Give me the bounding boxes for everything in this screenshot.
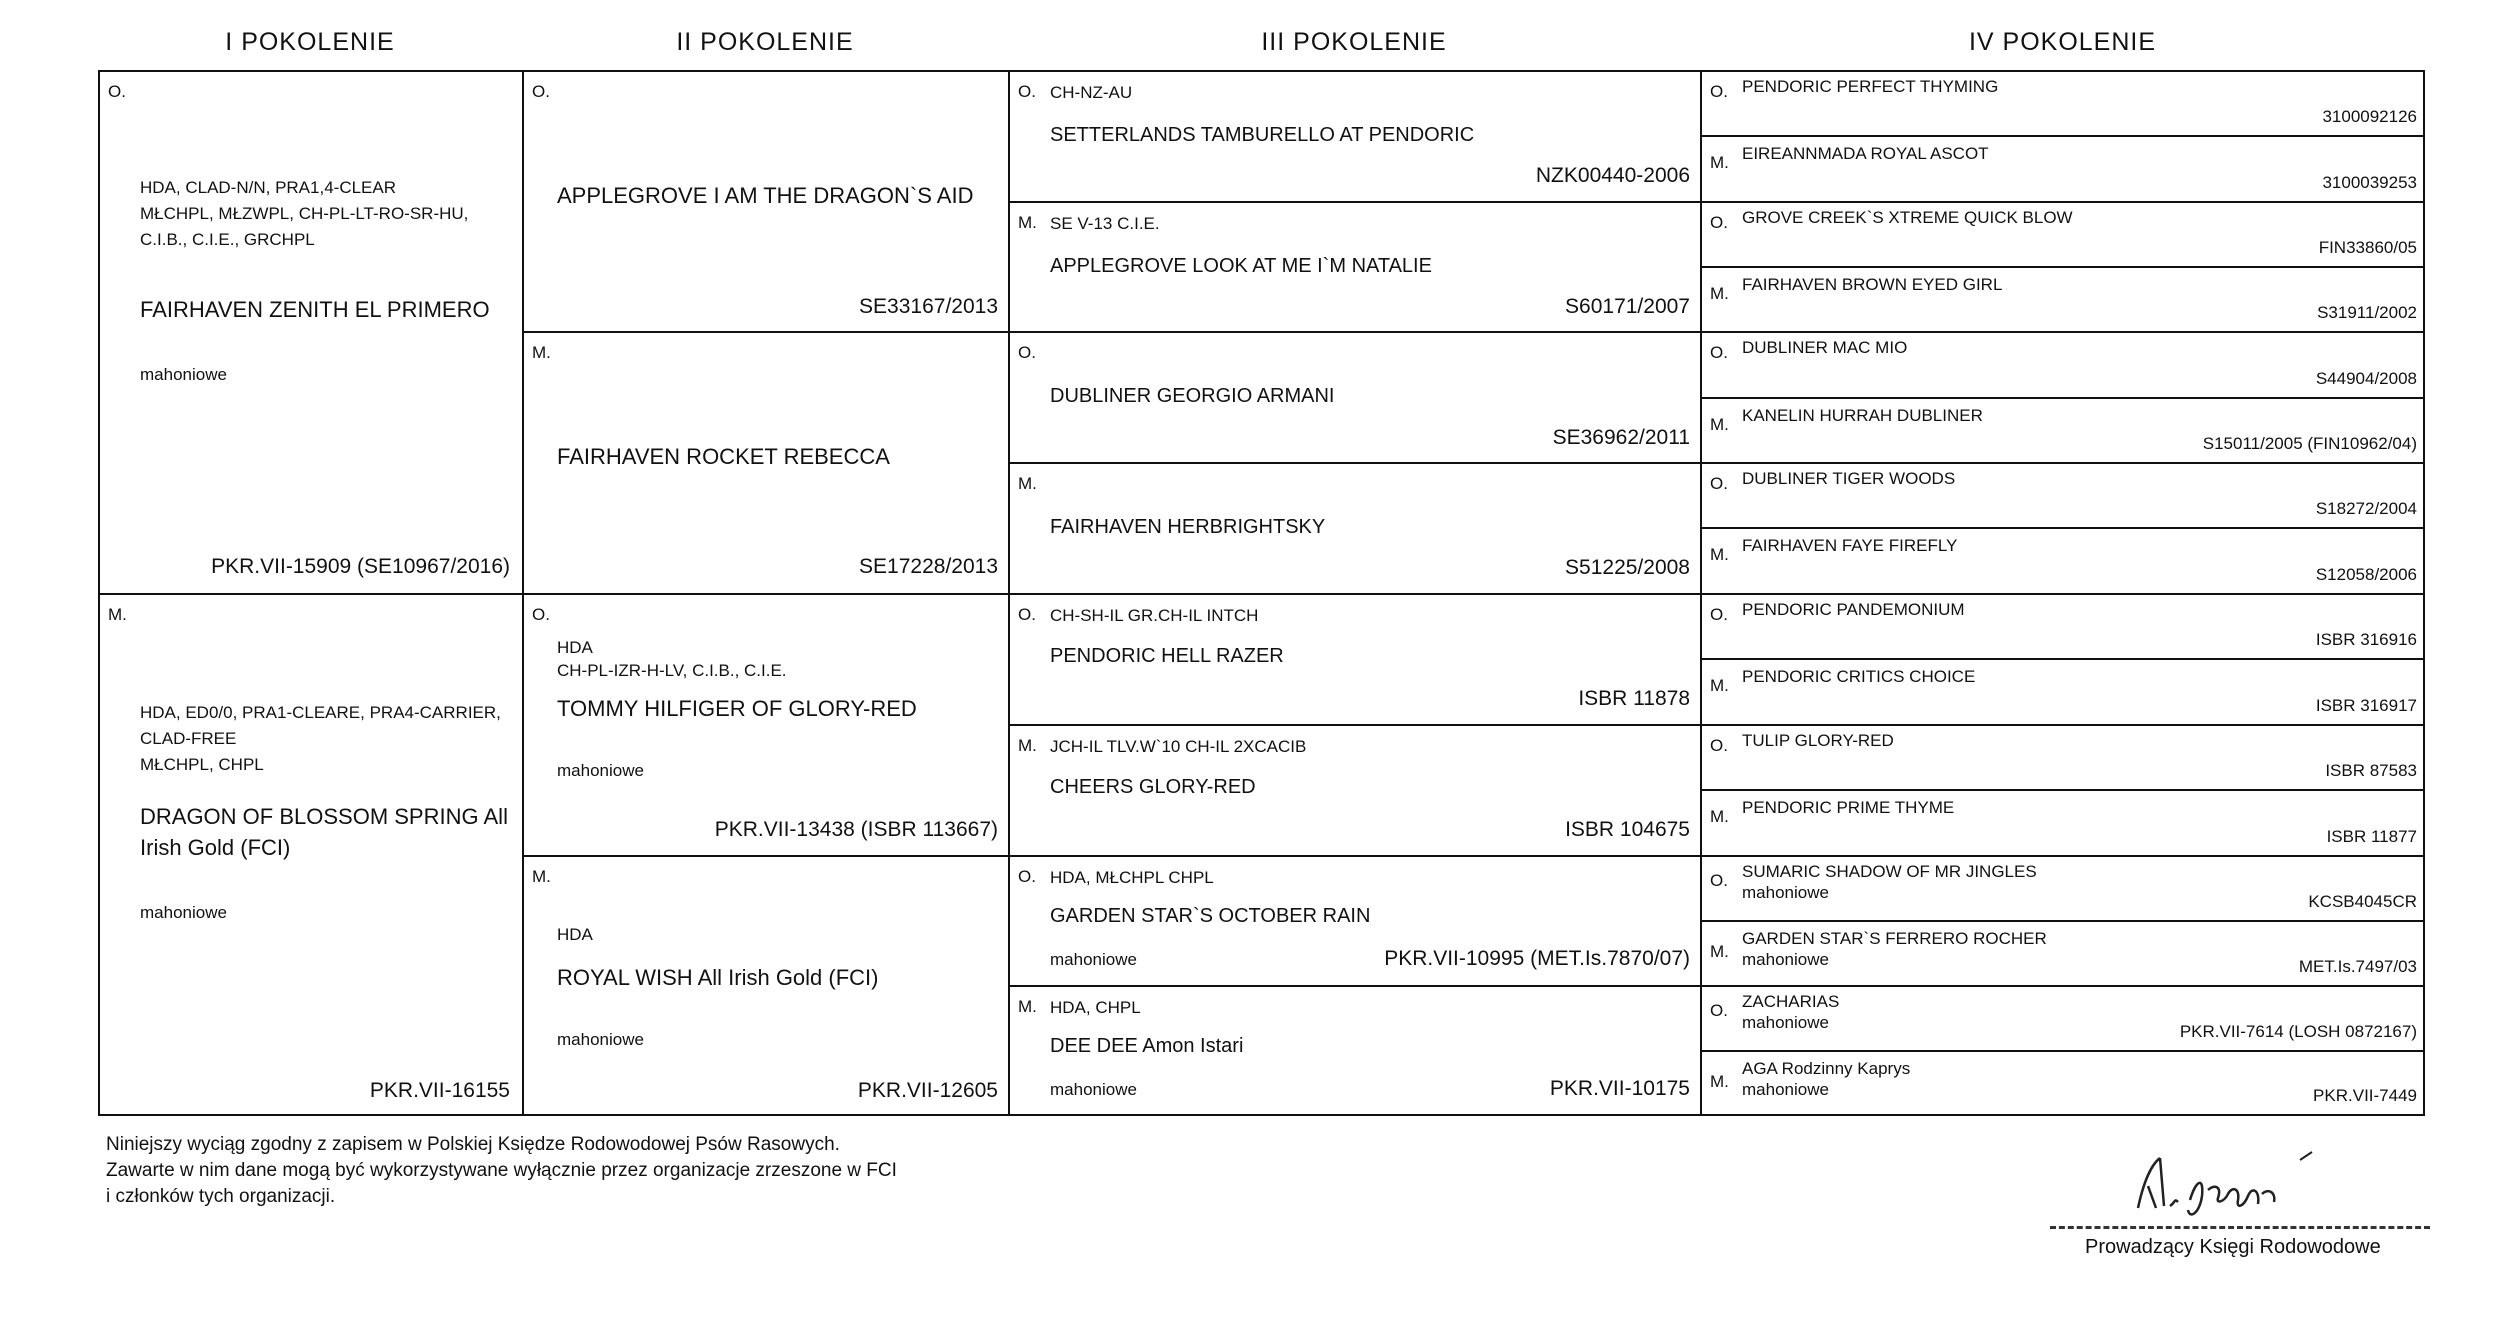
dog-name: DEE DEE Amon Istari xyxy=(1050,1035,1244,1057)
registration-number: 3100092126 xyxy=(2322,107,2417,126)
role-label: M. xyxy=(1018,474,1037,493)
coat-color: mahoniowe xyxy=(557,761,644,780)
coat-color: mahoniowe xyxy=(140,903,227,922)
dog-name: PENDORIC PERFECT THYMING xyxy=(1742,77,1999,96)
gen4-cell xyxy=(1702,268,2425,333)
dog-name: ZACHARIAS xyxy=(1742,992,1840,1011)
titles-line: C.I.B., C.I.E., GRCHPL xyxy=(140,230,315,249)
role-label: M. xyxy=(1710,415,1729,434)
gen3-cell xyxy=(1010,333,1702,464)
titles-line: CH-NZ-AU xyxy=(1050,83,1133,102)
pedigree-table xyxy=(98,70,2425,1116)
role-label: M. xyxy=(108,605,127,624)
dog-name: DUBLINER GEORGIO ARMANI xyxy=(1050,385,1335,407)
registration-number: SE17228/2013 xyxy=(859,555,998,578)
titles-line: CLAD-FREE xyxy=(140,729,237,748)
registration-number: ISBR 87583 xyxy=(2325,761,2417,780)
dog-name: PENDORIC CRITICS CHOICE xyxy=(1742,667,1976,686)
role-label: O. xyxy=(532,82,550,101)
role-label: O. xyxy=(1710,213,1728,232)
registration-number: PKR.VII-10175 xyxy=(1549,1077,1690,1100)
coat-color: mahoniowe xyxy=(1050,950,1137,969)
signature-label: Prowadzący Księgi Rodowodowe xyxy=(2085,1236,2381,1258)
coat-color: mahoniowe xyxy=(140,365,227,384)
signature-line xyxy=(2050,1226,2430,1229)
gen2-cell xyxy=(524,595,1010,857)
registration-number: FIN33860/05 xyxy=(2318,238,2417,257)
registration-number: PKR.VII-7614 (LOSH 0872167) xyxy=(2179,1022,2417,1041)
dog-name: DUBLINER MAC MIO xyxy=(1742,338,1908,357)
registration-number: S12058/2006 xyxy=(2315,565,2417,584)
dog-name: PENDORIC PANDEMONIUM xyxy=(1742,600,1965,619)
dog-name: CHEERS GLORY-RED xyxy=(1050,776,1256,798)
coat-color: mahoniowe xyxy=(557,1030,644,1049)
gen4-cell xyxy=(1702,791,2425,857)
titles-line: SE V-13 C.I.E. xyxy=(1050,214,1160,233)
registration-number: S44904/2008 xyxy=(2315,369,2417,388)
footer-note xyxy=(106,1132,897,1210)
titles-line: JCH-IL TLV.W`10 CH-IL 2XCACIB xyxy=(1050,737,1307,756)
header-gen1: I POKOLENIE xyxy=(225,28,395,56)
titles-line: HDA, ED0/0, PRA1-CLEARE, PRA4-CARRIER, xyxy=(140,703,501,722)
titles-line: MŁCHPL, CHPL xyxy=(140,755,264,774)
gen3-cell xyxy=(1010,464,1702,595)
dog-name: TOMMY HILFIGER OF GLORY-RED xyxy=(557,696,917,721)
role-label: M. xyxy=(1710,1072,1729,1091)
registration-number: ISBR 104675 xyxy=(1565,818,1690,841)
coat-color: mahoniowe xyxy=(1050,1080,1137,1099)
dog-name: PENDORIC HELL RAZER xyxy=(1050,645,1284,667)
role-label: O. xyxy=(1710,605,1728,624)
titles-line: HDA xyxy=(557,925,593,944)
gen3-cell xyxy=(1010,857,1702,987)
gen4-cell xyxy=(1702,1052,2425,1116)
dog-name: PENDORIC PRIME THYME xyxy=(1742,798,1955,817)
dog-name: FAIRHAVEN FAYE FIREFLY xyxy=(1742,536,1958,555)
role-label: O. xyxy=(1018,867,1036,886)
footer-note-line: Niniejszy wyciąg zgodny z zapisem w Polskiej Księdze Rodowodowej Psów Rasowych. xyxy=(106,1134,840,1155)
dog-name: GARDEN STAR`S FERRERO ROCHER xyxy=(1742,929,2047,948)
role-label: M. xyxy=(1710,942,1729,961)
role-label: O. xyxy=(1018,82,1036,101)
role-label: O. xyxy=(1710,736,1728,755)
registration-number: S15011/2005 (FIN10962/04) xyxy=(2202,434,2417,453)
role-label: M. xyxy=(1018,213,1037,232)
gen4-cell xyxy=(1702,137,2425,203)
gen4-cell xyxy=(1702,72,2425,137)
titles-line: HDA, CLAD-N/N, PRA1,4-CLEAR xyxy=(140,178,397,197)
registration-number: S31911/2002 xyxy=(2317,303,2417,322)
gen2-cell xyxy=(524,857,1010,1116)
registration-number: PKR.VII-16155 xyxy=(369,1079,510,1102)
gen4-cell xyxy=(1702,399,2425,464)
dog-name: ROYAL WISH All Irish Gold (FCI) xyxy=(557,965,879,990)
dog-name: TULIP GLORY-RED xyxy=(1742,731,1894,750)
registration-number: S60171/2007 xyxy=(1565,295,1690,318)
dog-name: APPLEGROVE I AM THE DRAGON`S AID xyxy=(557,183,974,208)
gen3-cell xyxy=(1010,595,1702,726)
gen1-father-cell xyxy=(100,72,524,595)
registration-number: S51225/2008 xyxy=(1565,556,1690,579)
gen4-cell xyxy=(1702,987,2425,1052)
dog-name: AGA Rodzinny Kaprys xyxy=(1742,1059,1911,1078)
registration-number: KCSB4045CR xyxy=(2308,892,2417,911)
header-gen2: II POKOLENIE xyxy=(676,28,854,56)
coat-color: mahoniowe xyxy=(1742,883,1829,902)
role-label: O. xyxy=(1710,474,1728,493)
role-label: M. xyxy=(532,867,551,886)
role-label: O. xyxy=(1710,343,1728,362)
role-label: O. xyxy=(1710,1001,1728,1020)
gen1-mother-cell xyxy=(100,595,524,1116)
role-label: O. xyxy=(108,82,126,101)
registration-number: ISBR 316916 xyxy=(2315,630,2417,649)
gen3-cell xyxy=(1010,726,1702,857)
gen2-cell xyxy=(524,333,1010,595)
gen4-cell xyxy=(1702,529,2425,595)
dog-name: DUBLINER TIGER WOODS xyxy=(1742,469,1956,488)
registration-number: MET.Is.7497/03 xyxy=(2298,957,2417,976)
role-label: O. xyxy=(532,605,550,624)
gen4-cell xyxy=(1702,660,2425,726)
titles-line: CH-SH-IL GR.CH-IL INTCH xyxy=(1050,606,1259,625)
dog-name: KANELIN HURRAH DUBLINER xyxy=(1742,406,1983,425)
gen4-cell xyxy=(1702,464,2425,529)
gen4-cell xyxy=(1702,726,2425,791)
role-label: O. xyxy=(1018,605,1036,624)
registration-number: PKR.VII-12605 xyxy=(857,1079,998,1102)
gen4-cell xyxy=(1702,857,2425,922)
registration-number: SE36962/2011 xyxy=(1552,426,1690,449)
gen4-cell xyxy=(1702,595,2425,660)
dog-name: SETTERLANDS TAMBURELLO AT PENDORIC xyxy=(1050,124,1475,146)
registration-number: ISBR 11878 xyxy=(1578,687,1690,710)
titles-line: HDA, CHPL xyxy=(1050,998,1141,1017)
gen4-cell xyxy=(1702,922,2425,987)
registration-number: PKR.VII-13438 (ISBR 113667) xyxy=(714,818,998,841)
dog-name: DRAGON OF BLOSSOM SPRING All xyxy=(140,804,508,829)
registration-number: S18272/2004 xyxy=(2315,499,2417,518)
dog-name: GROVE CREEK`S XTREME QUICK BLOW xyxy=(1742,208,2073,227)
role-label: M. xyxy=(1710,807,1729,826)
dog-name: FAIRHAVEN HERBRIGHTSKY xyxy=(1050,516,1326,538)
gen2-cell xyxy=(524,72,1010,333)
footer-note-line: i członków tych organizacji. xyxy=(106,1186,336,1207)
role-label: M. xyxy=(532,343,551,362)
registration-number: PKR.VII-7449 xyxy=(2313,1086,2417,1105)
registration-number: 3100039253 xyxy=(2322,173,2417,192)
dog-name: FAIRHAVEN ROCKET REBECCA xyxy=(557,444,890,469)
role-label: M. xyxy=(1710,676,1729,695)
registration-number: PKR.VII-10995 (MET.Is.7870/07) xyxy=(1384,947,1690,970)
role-label: O. xyxy=(1018,343,1036,362)
role-label: O. xyxy=(1710,82,1728,101)
coat-color: mahoniowe xyxy=(1742,950,1829,969)
header-gen4: IV POKOLENIE xyxy=(1968,28,2157,56)
titles-line: HDA, MŁCHPL CHPL xyxy=(1050,868,1214,887)
gen4-cell xyxy=(1702,203,2425,268)
dog-name: EIREANNMADA ROYAL ASCOT xyxy=(1742,144,1989,163)
dog-name: SUMARIC SHADOW OF MR JINGLES xyxy=(1742,862,2037,881)
registration-number: SE33167/2013 xyxy=(859,295,998,318)
registration-number: ISBR 316917 xyxy=(2315,696,2417,715)
role-label: M. xyxy=(1710,153,1729,172)
dog-name: APPLEGROVE LOOK AT ME I`M NATALIE xyxy=(1050,255,1432,277)
signature-graphic xyxy=(2130,1150,2330,1225)
coat-color: mahoniowe xyxy=(1742,1080,1829,1099)
titles-line: MŁCHPL, MŁZWPL, CH-PL-LT-RO-SR-HU, xyxy=(140,204,469,223)
role-label: M. xyxy=(1710,545,1729,564)
registration-number: ISBR 11877 xyxy=(2326,827,2417,846)
header-gen3: III POKOLENIE xyxy=(1261,28,1447,56)
role-label: M. xyxy=(1018,736,1037,755)
titles-line: HDA xyxy=(557,638,593,657)
role-label: M. xyxy=(1710,284,1729,303)
titles-line: CH-PL-IZR-H-LV, C.I.B., C.I.E. xyxy=(557,661,787,680)
dog-name: FAIRHAVEN BROWN EYED GIRL xyxy=(1742,275,2003,294)
gen3-cell xyxy=(1010,203,1702,333)
dog-name: GARDEN STAR`S OCTOBER RAIN xyxy=(1050,905,1371,927)
role-label: M. xyxy=(1018,997,1037,1016)
footer-note-line: Zawarte w nim dane mogą być wykorzystywane wyłącznie przez organizacje zrzeszone w FCI xyxy=(106,1160,897,1181)
registration-number: PKR.VII-15909 (SE10967/2016) xyxy=(211,555,510,578)
registration-number: NZK00440-2006 xyxy=(1535,164,1690,187)
gen3-cell xyxy=(1010,987,1702,1116)
gen4-cell xyxy=(1702,333,2425,399)
dog-name: Irish Gold (FCI) xyxy=(140,835,291,860)
dog-name: FAIRHAVEN ZENITH EL PRIMERO xyxy=(140,297,490,322)
role-label: O. xyxy=(1710,871,1728,890)
coat-color: mahoniowe xyxy=(1742,1013,1829,1032)
gen3-cell xyxy=(1010,72,1702,203)
